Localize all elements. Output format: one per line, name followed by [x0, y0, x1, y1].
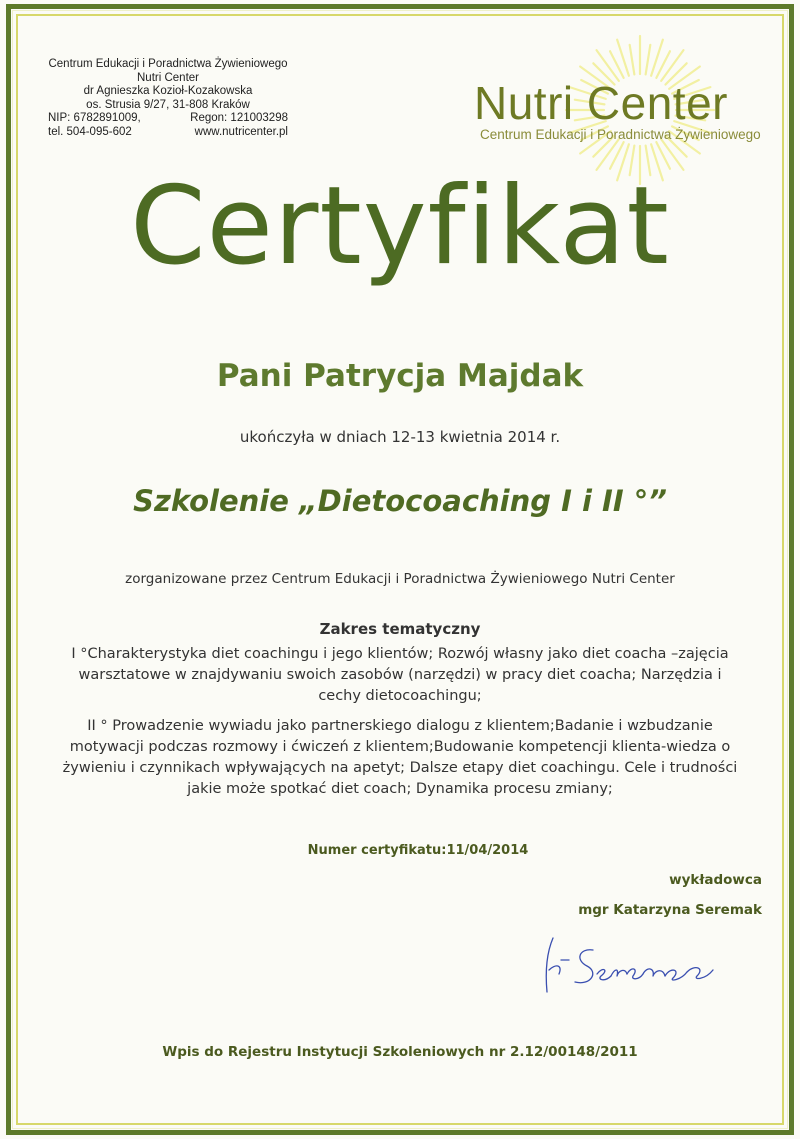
- address-stamp: [48, 58, 288, 139]
- handwritten-signature: [535, 930, 735, 1000]
- stamp-line-6: [48, 126, 288, 140]
- stamp-nip: NIP: 6782891009,: [48, 112, 141, 124]
- registry-entry: Wpis do Rejestru Instytucji Szkoleniowych nr 2.12/00148/2011: [162, 1044, 638, 1060]
- sun-ray: [646, 45, 651, 75]
- certificate-title: Certyfikat: [130, 164, 670, 289]
- scope-part-1: I °Charakterystyka diet coachingu i jego klientów; Rozwój własny jako diet coacha –zajęcia warsztatowe w znajdywaniu swoich zasobów (narzędzi) w pracy diet coacha; Narzędzia i cechy dietocoachingu;: [71, 646, 729, 704]
- completion-text: ukończyła w dniach 12-13 kwietnia 2014 r.: [239, 428, 561, 446]
- lecturer-name: mgr Katarzyna Seremak: [578, 902, 762, 918]
- stamp-line-3: dr Agnieszka Kozioł-Kozakowska: [83, 85, 253, 97]
- logo-subtitle: Centrum Edukacji i Poradnictwa Żywieniowego: [480, 127, 761, 142]
- stamp-tel: tel. 504-095-602: [48, 125, 132, 138]
- stamp-line-5: [48, 112, 288, 126]
- scope-heading: Zakres tematyczny: [319, 620, 481, 638]
- organizer-text: zorganizowane przez Centrum Edukacji i Poradnictwa Żywieniowego Nutri Center: [125, 571, 675, 587]
- stamp-www: www.nutricenter.pl: [194, 125, 288, 138]
- stamp-line-4: os. Strusia 9/27, 31-808 Kraków: [86, 98, 250, 111]
- scope-part-2: II ° Prowadzenie wywiadu jako partnerskiego dialogu z klientem;Badanie i wzbudzanie motywacji podczas rozmowy i ćwiczeń z klientem;Budowanie kompetencji klienta-wiedza o żywieniu i czynnikach wpływających na apetyt; Dalsze etapy diet coachingu. Cele i trudności jakie może spotkać diet coach; Dynamika procesu zmiany;: [62, 718, 738, 797]
- lecturer-role: wykładowca: [669, 872, 762, 888]
- course-name: Szkolenie „Dietocoaching I i II °”: [133, 484, 667, 518]
- recipient-name: Pani Patrycja Majdak: [216, 358, 584, 394]
- stamp-regon: Regon: 121003298: [190, 112, 288, 124]
- certificate-number: Numer certyfikatu:11/04/2014: [307, 843, 529, 858]
- logo-name: Nutri Center: [474, 77, 728, 129]
- stamp-line-2: Nutri Center: [137, 71, 199, 84]
- stamp-line-1: Centrum Edukacji i Poradnictwa Żywieniowego: [48, 58, 288, 70]
- sun-ray: [630, 45, 635, 75]
